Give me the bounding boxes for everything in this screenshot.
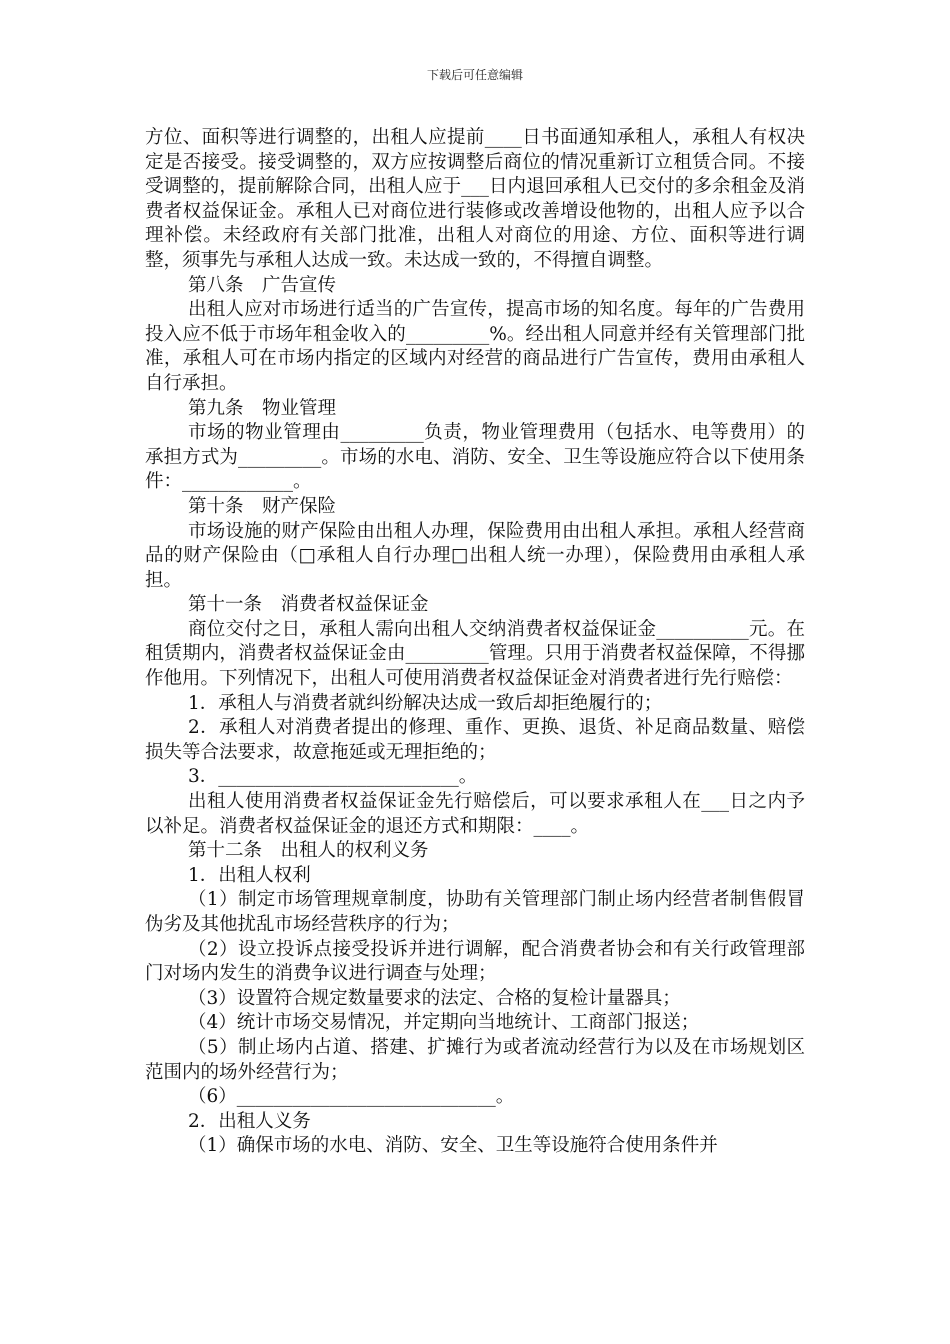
- list-item: 3．__________________________。: [188, 766, 478, 788]
- list-item: （5）制止场内占道、搭建、扩摊行为或者流动经营行为以及在市场规划区范围内的场外经营行为；: [145, 1036, 805, 1083]
- paragraph: 出租人使用消费者权益保证金先行赔偿后，可以要求承租人在___日之内予以补足。消费者权益保证金的退还方式和期限：____。: [145, 791, 805, 837]
- paragraph: 商位交付之日，承租人需向出租人交纳消费者权益保证金__________元。在租赁期内，消费者权益保证金由_________管理。只用于消费者权益保障，不得挪作他用。下列情况下，出租人可使用消费者权益保证金对消费者进行先行赔偿：: [145, 618, 805, 690]
- list-item: 1．承租人与消费者就纠纷解决达成一致后却拒绝履行的；: [188, 692, 663, 714]
- document-body: [145, 126, 805, 1159]
- article-heading: 第十二条 出租人的权利义务: [188, 840, 429, 862]
- list-item: 2．承租人对消费者提出的修理、重作、更换、退货、补足商品数量、赔偿损失等合法要求，故意拖延或无理拒绝的；: [145, 717, 805, 763]
- subheading: 1．出租人权利: [188, 864, 311, 886]
- list-item: （1）制定市场管理规章制度，协助有关管理部门制止场内经营者制售假冒伪劣及其他扰乱市场经营秩序的行为；: [145, 889, 805, 935]
- paragraph: 方位、面积等进行调整的，出租人应提前____日书面通知承租人，承租人有权决定是否接受。接受调整的，双方应按调整后商位的情况重新订立租赁合同。不接受调整的，提前解除合同，出租人应于___日内退回承租人已交付的多余租金及消费者权益保证金。承租人已对商位进行装修或改善增设他物的，出租人应予以合理补偿。未经政府有关部门批准，出租人对商位的用途、方位、面积等进行调整，须事先与承租人达成一致。未达成一致的，不得擅自调整。: [145, 127, 805, 271]
- subheading: 2．出租人义务: [188, 1110, 311, 1132]
- article-heading: 第十一条 消费者权益保证金: [188, 594, 429, 616]
- article-heading: 第九条 物业管理: [188, 397, 337, 419]
- list-item: （2）设立投诉点接受投诉并进行调解，配合消费者协会和有关行政管理部门对场内发生的消费争议进行调查与处理；: [145, 938, 805, 985]
- paragraph: 市场设施的财产保险由出租人办理，保险费用由出租人承担。承租人经营商品的财产保险由（□承租人自行办理□出租人统一办理），保险费用由承租人承担。: [145, 520, 805, 591]
- list-item: （1）确保市场的水电、消防、安全、卫生等设施符合使用条件并: [188, 1135, 718, 1157]
- article-heading: 第十条 财产保险: [188, 495, 337, 517]
- paragraph: 出租人应对市场进行适当的广告宣传，提高市场的知名度。每年的广告费用投入应不低于市场年租金收入的_________%。经出租人同意并经有关管理部门批准，承租人可在市场内指定的区域内对经营的商品进行广告宣传，费用由承租人自行承担。: [145, 299, 805, 394]
- paragraph: 市场的物业管理由_________负责，物业管理费用（包括水、电等费用）的承担方式为_________。市场的水电、消防、安全、卫生等设施应符合以下使用条件：____________。: [145, 422, 805, 493]
- page-header: 下载后可任意编辑: [426, 68, 523, 82]
- list-item: （4）统计市场交易情况，并定期向当地统计、工商部门报送；: [188, 1012, 700, 1034]
- list-item: （3）设置符合规定数量要求的法定、合格的复检计量器具；: [188, 987, 681, 1009]
- article-heading: 第八条 广告宣传: [188, 274, 337, 296]
- list-item: （6）____________________________。: [188, 1086, 515, 1108]
